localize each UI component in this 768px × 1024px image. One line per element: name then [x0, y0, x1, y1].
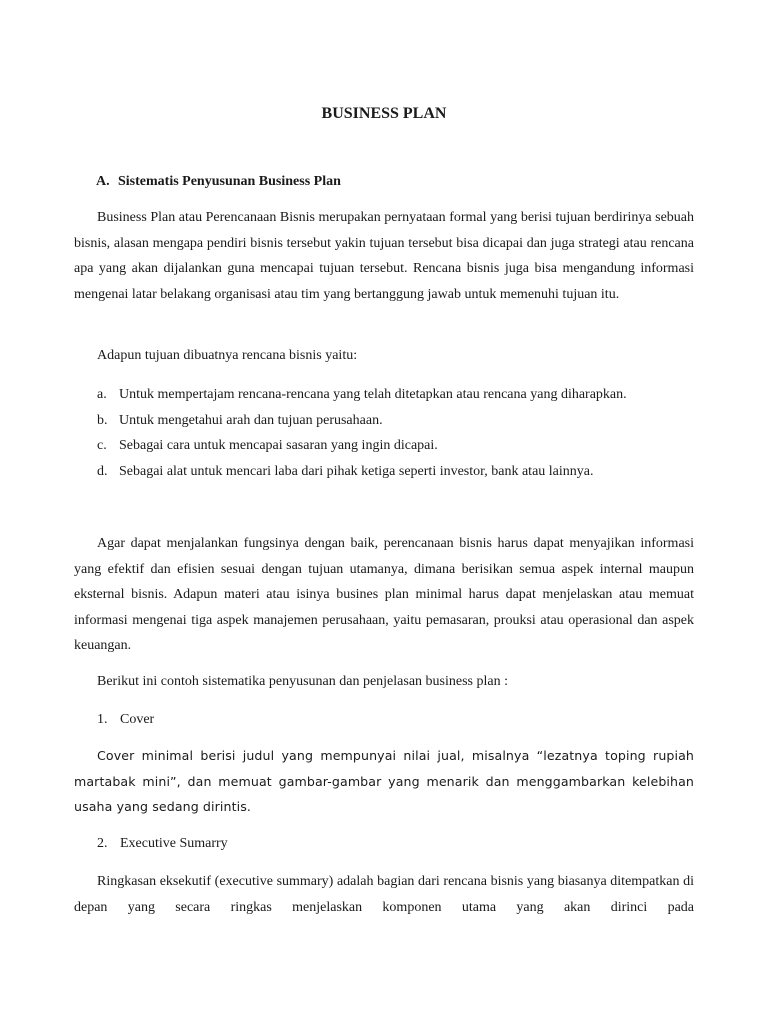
list-item-text: Untuk mengetahui arah dan tujuan perusahaan.	[119, 412, 383, 428]
section-a-title: Sistematis Penyusunan Business Plan	[118, 174, 341, 189]
list-item	[97, 459, 627, 485]
summary-paragraph: Ringkasan eksekutif (executive summary) adalah bagian dari rencana bisnis yang biasanya ditempatkan di depan yang secara ringkas menjelaskan komponen utama yang akan dirinci pada	[74, 874, 694, 915]
function-paragraph: Agar dapat menjalankan fungsinya dengan baik, perencanaan bisnis harus dapat menyajikan informasi yang efektif dan efisien sesuai dengan tujuan utamanya, dimana berisikan semua aspek internal maupun eksternal bisnis. Adapun materi atau isinya busines plan minimal harus dapat menjelaskan atau memuat informasi mengenai tiga aspek manajemen perusahaan, yaitu pemasaran, prouksi atau operasional dan aspek keuangan.	[74, 536, 694, 653]
list-item-label: c.	[97, 438, 107, 453]
item-2-title: Executive Sumarry	[120, 836, 228, 851]
list-item-label: a.	[97, 387, 107, 402]
section-a-label: A.	[96, 174, 110, 189]
item-1-heading	[97, 710, 154, 730]
list-item	[97, 382, 627, 408]
list-item-text: Untuk mempertajam rencana-rencana yang telah ditetapkan atau rencana yang diharapkan.	[119, 387, 627, 402]
list-item-label: d.	[97, 463, 108, 479]
intro-paragraph: Business Plan atau Perencanaan Bisnis merupakan pernyataan formal yang berisi tujuan berdirinya sebuah bisnis, alasan mengapa pendiri bisnis tersebut yakin tujuan tersebut bisa dicapai dan juga strategi atau rencana apa yang akan dijalankan guna mencapai tujuan tersebut. Rencana bisnis juga bisa mengandung informasi mengenai latar belakang organisasi atau tim yang bertanggung jawab untuk memenuhi tujuan itu.	[74, 210, 694, 302]
item-2-heading	[97, 834, 228, 854]
list-item-text: Sebagai cara untuk mencapai sasaran yang ingin dicapai.	[119, 438, 438, 453]
list-item-text: Sebagai alat untuk mencari laba dari pihak ketiga seperti investor, bank atau lainnya.	[119, 463, 594, 479]
example-intro: Berikut ini contoh sistematika penyusunan dan penjelasan business plan :	[97, 674, 508, 689]
list-item-label: b.	[97, 412, 108, 428]
section-a-heading	[96, 172, 341, 192]
list-item	[97, 408, 627, 434]
document-title: BUSINESS PLAN	[321, 105, 447, 122]
purpose-intro: Adapun tujuan dibuatnya rencana bisnis yaitu:	[97, 348, 358, 363]
item-1-title: Cover	[120, 712, 155, 727]
item-1-label: 1.	[97, 712, 108, 727]
list-item	[97, 433, 627, 459]
item-2-label: 2.	[97, 836, 108, 851]
purpose-list	[97, 382, 627, 484]
cover-paragraph: Cover minimal berisi judul yang mempunyai nilai jual, misalnya “lezatnya toping rupiah martabak mini”, dan memuat gambar-gambar yang menarik dan menggambarkan kelebihan usaha yang sedang dirintis.	[74, 748, 694, 814]
